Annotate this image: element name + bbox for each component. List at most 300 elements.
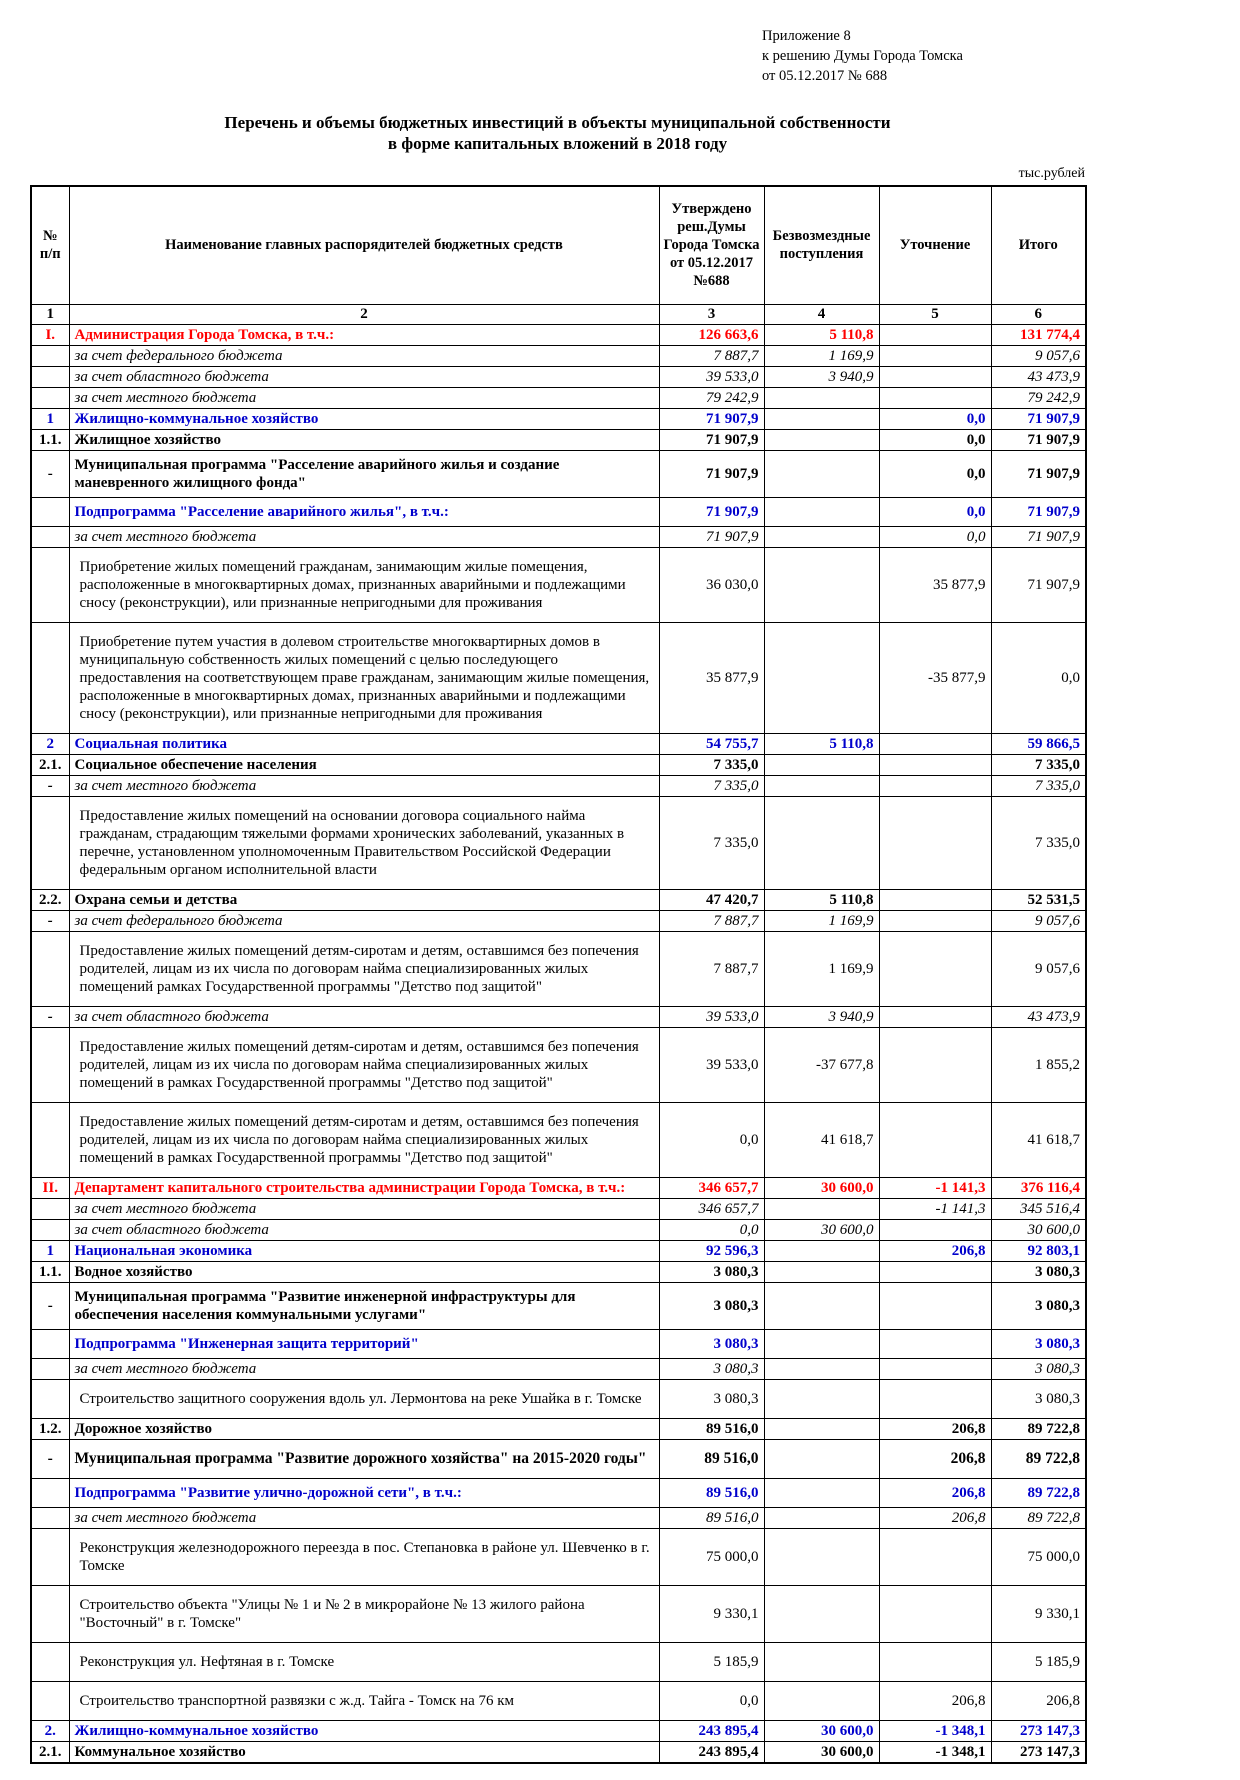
gratuitous-value-cell — [764, 1379, 879, 1418]
gratuitous-value-cell — [764, 387, 879, 408]
clarification-value-cell: 0,0 — [879, 497, 991, 526]
clarification-value-cell: 206,8 — [879, 1478, 991, 1507]
table-row — [31, 1507, 1086, 1528]
appendix-line-2: к решению Думы Города Томска — [762, 48, 963, 64]
row-name-cell: за счет местного бюджета — [69, 1507, 659, 1528]
approved-value-cell: 7 335,0 — [659, 775, 764, 796]
row-number-cell — [31, 931, 69, 1006]
table-row — [31, 1198, 1086, 1219]
table-row — [31, 1006, 1086, 1027]
approved-value-cell: 3 080,3 — [659, 1379, 764, 1418]
row-name-cell: за счет областного бюджета — [69, 1006, 659, 1027]
gratuitous-value-cell — [764, 1198, 879, 1219]
clarification-value-cell: -1 348,1 — [879, 1720, 991, 1741]
row-number-cell — [31, 1329, 69, 1358]
row-name-cell: Строительство защитного сооружения вдоль ул. Лермонтова на реке Ушайка в г. Томске — [69, 1379, 659, 1418]
total-value-cell: 3 080,3 — [991, 1358, 1086, 1379]
total-value-cell: 3 080,3 — [991, 1379, 1086, 1418]
row-number-cell: I. — [31, 324, 69, 345]
table-row — [31, 429, 1086, 450]
approved-value-cell: 71 907,9 — [659, 429, 764, 450]
approved-value-cell: 75 000,0 — [659, 1528, 764, 1585]
table-row — [31, 450, 1086, 497]
approved-value-cell: 126 663,6 — [659, 324, 764, 345]
total-value-cell: 9 057,6 — [991, 910, 1086, 931]
table-row — [31, 1282, 1086, 1329]
total-value-cell: 5 185,9 — [991, 1642, 1086, 1681]
total-value-cell: 79 242,9 — [991, 387, 1086, 408]
table-row — [31, 775, 1086, 796]
row-name-cell: Охрана семьи и детства — [69, 889, 659, 910]
clarification-value-cell — [879, 1006, 991, 1027]
row-name-cell: Подпрограмма "Расселение аварийного жилья", в т.ч.: — [69, 497, 659, 526]
clarification-value-cell — [879, 889, 991, 910]
row-number-cell: - — [31, 1282, 69, 1329]
gratuitous-value-cell — [764, 1240, 879, 1261]
total-value-cell: 71 907,9 — [991, 497, 1086, 526]
gratuitous-value-cell — [764, 497, 879, 526]
clarification-value-cell — [879, 324, 991, 345]
clarification-value-cell: 35 877,9 — [879, 547, 991, 622]
row-number-cell — [31, 345, 69, 366]
total-value-cell: 3 080,3 — [991, 1282, 1086, 1329]
table-row — [31, 387, 1086, 408]
total-value-cell: 131 774,4 — [991, 324, 1086, 345]
row-name-cell: Строительство транспортной развязки с ж.д. Тайга - Томск на 76 км — [69, 1681, 659, 1720]
header-col-clarification: Уточнение — [879, 186, 991, 304]
row-name-cell: Коммунальное хозяйство — [69, 1741, 659, 1763]
row-name-cell: Реконструкция железнодорожного переезда в пос. Степановка в районе ул. Шевченко в г. Томске — [69, 1528, 659, 1585]
gratuitous-value-cell — [764, 526, 879, 547]
total-value-cell: 9 057,6 — [991, 931, 1086, 1006]
row-name-cell: Дорожное хозяйство — [69, 1418, 659, 1439]
gratuitous-value-cell — [764, 1478, 879, 1507]
table-row — [31, 1642, 1086, 1681]
gratuitous-value-cell: 1 169,9 — [764, 910, 879, 931]
row-number-cell — [31, 366, 69, 387]
approved-value-cell: 0,0 — [659, 1102, 764, 1177]
row-number-cell: 2 — [31, 733, 69, 754]
total-value-cell: 7 335,0 — [991, 775, 1086, 796]
table-row — [31, 497, 1086, 526]
table-row — [31, 547, 1086, 622]
approved-value-cell: 7 887,7 — [659, 931, 764, 1006]
gratuitous-value-cell: 5 110,8 — [764, 733, 879, 754]
row-number-cell — [31, 622, 69, 733]
row-number-cell — [31, 796, 69, 889]
clarification-value-cell: -1 348,1 — [879, 1741, 991, 1763]
clarification-value-cell — [879, 345, 991, 366]
title-line-1: Перечень и объемы бюджетных инвестиций в объекты муниципальной собственности — [224, 113, 891, 132]
row-name-cell: Предоставление жилых помещений детям-сиротам и детям, оставшимся без попечения родителей, лицам из их числа по договорам найма специализированных жилых помещений в рамках Государственной программы "Детство под защитой" — [69, 1102, 659, 1177]
table-row — [31, 324, 1086, 345]
column-number-4: 4 — [764, 304, 879, 324]
row-number-cell: 1 — [31, 1240, 69, 1261]
table-row — [31, 1528, 1086, 1585]
row-name-cell: Подпрограмма "Инженерная защита территорий" — [69, 1329, 659, 1358]
row-name-cell: Национальная экономика — [69, 1240, 659, 1261]
column-number-2: 2 — [69, 304, 659, 324]
approved-value-cell: 346 657,7 — [659, 1198, 764, 1219]
row-number-cell: 2.1. — [31, 754, 69, 775]
approved-value-cell: 3 080,3 — [659, 1358, 764, 1379]
approved-value-cell: 3 080,3 — [659, 1329, 764, 1358]
gratuitous-value-cell: 30 600,0 — [764, 1177, 879, 1198]
gratuitous-value-cell — [764, 1418, 879, 1439]
approved-value-cell: 9 330,1 — [659, 1585, 764, 1642]
approved-value-cell: 92 596,3 — [659, 1240, 764, 1261]
row-name-cell: за счет федерального бюджета — [69, 345, 659, 366]
approved-value-cell: 71 907,9 — [659, 408, 764, 429]
approved-value-cell: 39 533,0 — [659, 1006, 764, 1027]
approved-value-cell: 89 516,0 — [659, 1418, 764, 1439]
row-name-cell: за счет местного бюджета — [69, 775, 659, 796]
row-name-cell: Социальное обеспечение населения — [69, 754, 659, 775]
table-row — [31, 1240, 1086, 1261]
approved-value-cell: 36 030,0 — [659, 547, 764, 622]
clarification-value-cell — [879, 1528, 991, 1585]
clarification-value-cell — [879, 1282, 991, 1329]
clarification-value-cell — [879, 387, 991, 408]
approved-value-cell: 7 887,7 — [659, 910, 764, 931]
clarification-value-cell: 0,0 — [879, 526, 991, 547]
clarification-value-cell — [879, 1261, 991, 1282]
table-row — [31, 1261, 1086, 1282]
row-name-cell: Департамент капитального строительства администрации Города Томска, в т.ч.: — [69, 1177, 659, 1198]
table-row — [31, 408, 1086, 429]
row-name-cell: Жилищно-коммунальное хозяйство — [69, 408, 659, 429]
header-col-approved: Утверждено реш.Думы Города Томска от 05.12.2017 №688 — [659, 186, 764, 304]
gratuitous-value-cell — [764, 1507, 879, 1528]
row-name-cell: Жилищное хозяйство — [69, 429, 659, 450]
clarification-value-cell: 206,8 — [879, 1507, 991, 1528]
row-name-cell: Реконструкция ул. Нефтяная в г. Томске — [69, 1642, 659, 1681]
row-name-cell: за счет областного бюджета — [69, 1219, 659, 1240]
gratuitous-value-cell — [764, 429, 879, 450]
gratuitous-value-cell — [764, 547, 879, 622]
total-value-cell: 3 080,3 — [991, 1261, 1086, 1282]
row-name-cell: за счет местного бюджета — [69, 387, 659, 408]
total-value-cell: 30 600,0 — [991, 1219, 1086, 1240]
row-name-cell: за счет местного бюджета — [69, 1358, 659, 1379]
table-row — [31, 796, 1086, 889]
row-number-cell — [31, 1507, 69, 1528]
row-number-cell — [31, 1681, 69, 1720]
total-value-cell: 376 116,4 — [991, 1177, 1086, 1198]
approved-value-cell: 5 185,9 — [659, 1642, 764, 1681]
table-row — [31, 1027, 1086, 1102]
gratuitous-value-cell: 5 110,8 — [764, 889, 879, 910]
total-value-cell: 71 907,9 — [991, 526, 1086, 547]
row-number-cell: - — [31, 1439, 69, 1478]
row-name-cell: за счет местного бюджета — [69, 526, 659, 547]
clarification-value-cell — [879, 366, 991, 387]
header-col-name: Наименование главных распорядителей бюджетных средств — [69, 186, 659, 304]
approved-value-cell: 3 080,3 — [659, 1261, 764, 1282]
row-number-cell — [31, 1102, 69, 1177]
row-number-cell: 2. — [31, 1720, 69, 1741]
approved-value-cell: 346 657,7 — [659, 1177, 764, 1198]
row-number-cell — [31, 387, 69, 408]
total-value-cell: 89 722,8 — [991, 1418, 1086, 1439]
total-value-cell: 89 722,8 — [991, 1507, 1086, 1528]
clarification-value-cell: -1 141,3 — [879, 1177, 991, 1198]
approved-value-cell: 71 907,9 — [659, 450, 764, 497]
approved-value-cell: 243 895,4 — [659, 1720, 764, 1741]
clarification-value-cell: 206,8 — [879, 1240, 991, 1261]
gratuitous-value-cell: 1 169,9 — [764, 345, 879, 366]
gratuitous-value-cell: 3 940,9 — [764, 1006, 879, 1027]
row-name-cell: Приобретение жилых помещений гражданам, занимающим жилые помещения, расположенные в многоквартирных домах, признанных аварийными и подлежащими сносу (реконструкции), или признанные непригодными для проживания — [69, 547, 659, 622]
gratuitous-value-cell — [764, 1329, 879, 1358]
approved-value-cell: 7 887,7 — [659, 345, 764, 366]
total-value-cell: 92 803,1 — [991, 1240, 1086, 1261]
gratuitous-value-cell — [764, 1261, 879, 1282]
row-number-cell: II. — [31, 1177, 69, 1198]
gratuitous-value-cell: -37 677,8 — [764, 1027, 879, 1102]
total-value-cell: 273 147,3 — [991, 1720, 1086, 1741]
table-header — [31, 186, 1086, 324]
total-value-cell: 43 473,9 — [991, 366, 1086, 387]
budget-table — [30, 185, 1087, 1764]
approved-value-cell: 79 242,9 — [659, 387, 764, 408]
total-value-cell: 75 000,0 — [991, 1528, 1086, 1585]
gratuitous-value-cell: 41 618,7 — [764, 1102, 879, 1177]
table-row — [31, 1741, 1086, 1763]
row-number-cell: - — [31, 1006, 69, 1027]
total-value-cell: 1 855,2 — [991, 1027, 1086, 1102]
total-value-cell: 273 147,3 — [991, 1741, 1086, 1763]
total-value-cell: 71 907,9 — [991, 547, 1086, 622]
total-value-cell: 89 722,8 — [991, 1439, 1086, 1478]
row-name-cell: за счет областного бюджета — [69, 366, 659, 387]
table-row — [31, 366, 1086, 387]
gratuitous-value-cell — [764, 1642, 879, 1681]
table-row — [31, 889, 1086, 910]
clarification-value-cell — [879, 754, 991, 775]
clarification-value-cell — [879, 1642, 991, 1681]
gratuitous-value-cell — [764, 1439, 879, 1478]
gratuitous-value-cell — [764, 1358, 879, 1379]
clarification-value-cell: 206,8 — [879, 1681, 991, 1720]
row-name-cell: Предоставление жилых помещений детям-сиротам и детям, оставшимся без попечения родителей, лицам из их числа по договорам найма специализированных жилых помещений рамках Государственной программы "Детство под защитой" — [69, 931, 659, 1006]
table-row — [31, 1585, 1086, 1642]
column-number-5: 5 — [879, 304, 991, 324]
table-row — [31, 1720, 1086, 1741]
gratuitous-value-cell: 30 600,0 — [764, 1219, 879, 1240]
row-number-cell — [31, 526, 69, 547]
clarification-value-cell — [879, 1379, 991, 1418]
row-number-cell — [31, 1219, 69, 1240]
total-value-cell: 9 330,1 — [991, 1585, 1086, 1642]
clarification-value-cell — [879, 1358, 991, 1379]
appendix-line-1: Приложение 8 — [762, 28, 851, 44]
clarification-value-cell — [879, 1219, 991, 1240]
row-number-cell — [31, 1358, 69, 1379]
row-name-cell: Муниципальная программа "Расселение аварийного жилья и создание маневренного жилищного фонда" — [69, 450, 659, 497]
total-value-cell: 7 335,0 — [991, 754, 1086, 775]
table-row — [31, 1177, 1086, 1198]
table-row — [31, 1681, 1086, 1720]
approved-value-cell: 89 516,0 — [659, 1439, 764, 1478]
clarification-value-cell: 206,8 — [879, 1439, 991, 1478]
approved-value-cell: 54 755,7 — [659, 733, 764, 754]
gratuitous-value-cell: 30 600,0 — [764, 1720, 879, 1741]
approved-value-cell: 71 907,9 — [659, 526, 764, 547]
table-row — [31, 526, 1086, 547]
total-value-cell: 7 335,0 — [991, 796, 1086, 889]
approved-value-cell: 0,0 — [659, 1681, 764, 1720]
budget-table-body — [31, 324, 1086, 1763]
total-value-cell: 71 907,9 — [991, 450, 1086, 497]
approved-value-cell: 89 516,0 — [659, 1507, 764, 1528]
gratuitous-value-cell: 1 169,9 — [764, 931, 879, 1006]
column-numbers-row — [31, 304, 1086, 324]
row-number-cell — [31, 1198, 69, 1219]
header-col-total: Итого — [991, 186, 1086, 304]
table-row — [31, 733, 1086, 754]
table-row — [31, 1478, 1086, 1507]
clarification-value-cell — [879, 1027, 991, 1102]
table-row — [31, 1418, 1086, 1439]
gratuitous-value-cell — [764, 796, 879, 889]
table-row — [31, 931, 1086, 1006]
table-row — [31, 1379, 1086, 1418]
table-row — [31, 754, 1086, 775]
row-number-cell: 1.1. — [31, 429, 69, 450]
row-name-cell: Предоставление жилых помещений детям-сиротам и детям, оставшимся без попечения родителей, лицам из их числа по договорам найма специализированных жилых помещений в рамках Государственной программы "Детство под защитой" — [69, 1027, 659, 1102]
gratuitous-value-cell — [764, 622, 879, 733]
total-value-cell: 59 866,5 — [991, 733, 1086, 754]
row-number-cell — [31, 497, 69, 526]
clarification-value-cell: -35 877,9 — [879, 622, 991, 733]
clarification-value-cell — [879, 931, 991, 1006]
gratuitous-value-cell — [764, 1681, 879, 1720]
clarification-value-cell: 0,0 — [879, 450, 991, 497]
clarification-value-cell — [879, 1102, 991, 1177]
row-name-cell: Подпрограмма "Развитие улично-дорожной сети", в т.ч.: — [69, 1478, 659, 1507]
approved-value-cell: 0,0 — [659, 1219, 764, 1240]
clarification-value-cell: 0,0 — [879, 408, 991, 429]
approved-value-cell: 47 420,7 — [659, 889, 764, 910]
clarification-value-cell — [879, 796, 991, 889]
row-number-cell — [31, 1027, 69, 1102]
table-row — [31, 1219, 1086, 1240]
row-name-cell: Социальная политика — [69, 733, 659, 754]
table-row — [31, 910, 1086, 931]
row-name-cell: Предоставление жилых помещений на основании договора социального найма гражданам, страдающим тяжелыми формами хронических заболеваний, указанных в перечне, установленном уполномоченным Правительством Российской Федерации федеральным органом исполнительной власти — [69, 796, 659, 889]
document-title — [30, 112, 1085, 154]
table-row — [31, 1358, 1086, 1379]
total-value-cell: 89 722,8 — [991, 1478, 1086, 1507]
row-name-cell: Строительство объекта "Улицы № 1 и № 2 в микрорайоне № 13 жилого района "Восточный" в г. Томске" — [69, 1585, 659, 1642]
total-value-cell: 206,8 — [991, 1681, 1086, 1720]
row-name-cell: за счет местного бюджета — [69, 1198, 659, 1219]
total-value-cell: 3 080,3 — [991, 1329, 1086, 1358]
clarification-value-cell: 0,0 — [879, 429, 991, 450]
row-number-cell — [31, 1379, 69, 1418]
total-value-cell: 41 618,7 — [991, 1102, 1086, 1177]
approved-value-cell: 3 080,3 — [659, 1282, 764, 1329]
row-name-cell: Муниципальная программа "Развитие дорожного хозяйства" на 2015-2020 годы" — [69, 1439, 659, 1478]
total-value-cell: 71 907,9 — [991, 408, 1086, 429]
row-number-cell — [31, 1478, 69, 1507]
appendix-block — [762, 26, 1085, 86]
row-name-cell: Жилищно-коммунальное хозяйство — [69, 1720, 659, 1741]
title-line-2: в форме капитальных вложений в 2018 году — [387, 134, 728, 153]
row-number-cell — [31, 1585, 69, 1642]
clarification-value-cell — [879, 733, 991, 754]
gratuitous-value-cell: 3 940,9 — [764, 366, 879, 387]
gratuitous-value-cell: 5 110,8 — [764, 324, 879, 345]
gratuitous-value-cell — [764, 1528, 879, 1585]
units-label: тыс.рублей — [1018, 166, 1085, 181]
clarification-value-cell: 206,8 — [879, 1418, 991, 1439]
approved-value-cell: 39 533,0 — [659, 1027, 764, 1102]
page — [30, 26, 1085, 1764]
approved-value-cell: 7 335,0 — [659, 754, 764, 775]
column-number-3: 3 — [659, 304, 764, 324]
approved-value-cell: 243 895,4 — [659, 1741, 764, 1763]
approved-value-cell: 7 335,0 — [659, 796, 764, 889]
row-name-cell: Муниципальная программа "Развитие инженерной инфраструктуры для обеспечения населения коммунальными услугами" — [69, 1282, 659, 1329]
total-value-cell: 0,0 — [991, 622, 1086, 733]
row-number-cell: 1.1. — [31, 1261, 69, 1282]
total-value-cell: 9 057,6 — [991, 345, 1086, 366]
approved-value-cell: 89 516,0 — [659, 1478, 764, 1507]
row-number-cell: 2.1. — [31, 1741, 69, 1763]
row-number-cell: 1.2. — [31, 1418, 69, 1439]
column-number-1: 1 — [31, 304, 69, 324]
row-number-cell — [31, 547, 69, 622]
row-name-cell: Администрация Города Томска, в т.ч.: — [69, 324, 659, 345]
approved-value-cell: 39 533,0 — [659, 366, 764, 387]
header-col-number: № п/п — [31, 186, 69, 304]
clarification-value-cell — [879, 1585, 991, 1642]
gratuitous-value-cell: 30 600,0 — [764, 1741, 879, 1763]
table-row — [31, 345, 1086, 366]
gratuitous-value-cell — [764, 754, 879, 775]
row-name-cell: Водное хозяйство — [69, 1261, 659, 1282]
gratuitous-value-cell — [764, 775, 879, 796]
clarification-value-cell: -1 141,3 — [879, 1198, 991, 1219]
total-value-cell: 52 531,5 — [991, 889, 1086, 910]
clarification-value-cell — [879, 910, 991, 931]
clarification-value-cell — [879, 775, 991, 796]
column-number-6: 6 — [991, 304, 1086, 324]
table-row — [31, 1329, 1086, 1358]
row-number-cell: 1 — [31, 408, 69, 429]
row-name-cell: Приобретение путем участия в долевом строительстве многоквартирных домов в муниципальную собственность жилых помещений с целью последующего предоставления на соответствующем праве гражданам, занимающим жилые помещения, расположенные в многоквартирных домах, признанных аварийными и подлежащими сносу (реконструкции), или признанные непригодными для проживания — [69, 622, 659, 733]
total-value-cell: 71 907,9 — [991, 429, 1086, 450]
table-row — [31, 622, 1086, 733]
total-value-cell: 345 516,4 — [991, 1198, 1086, 1219]
table-row — [31, 1102, 1086, 1177]
row-number-cell: - — [31, 775, 69, 796]
row-number-cell: 2.2. — [31, 889, 69, 910]
row-number-cell: - — [31, 910, 69, 931]
gratuitous-value-cell — [764, 408, 879, 429]
gratuitous-value-cell — [764, 1282, 879, 1329]
row-number-cell — [31, 1642, 69, 1681]
approved-value-cell: 35 877,9 — [659, 622, 764, 733]
approved-value-cell: 71 907,9 — [659, 497, 764, 526]
total-value-cell: 43 473,9 — [991, 1006, 1086, 1027]
row-name-cell: за счет федерального бюджета — [69, 910, 659, 931]
row-number-cell: - — [31, 450, 69, 497]
clarification-value-cell — [879, 1329, 991, 1358]
gratuitous-value-cell — [764, 1585, 879, 1642]
